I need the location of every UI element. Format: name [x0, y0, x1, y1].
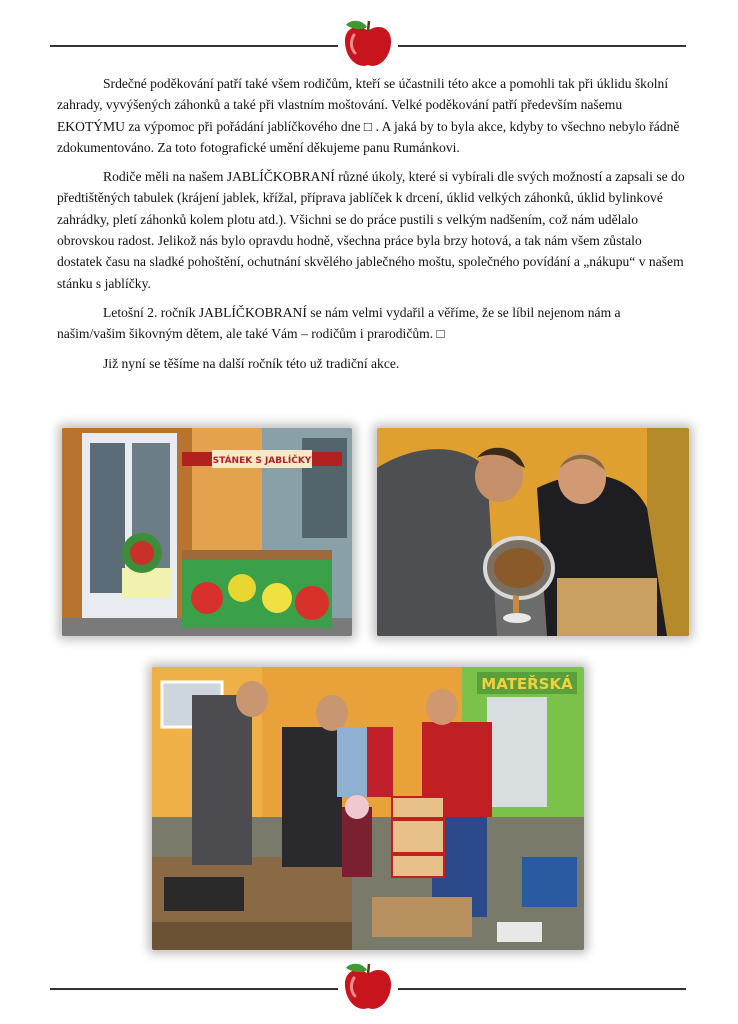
header-rule-left	[50, 45, 338, 47]
paragraph-thanks: Srdečné poděkování patří také všem rodičům, kteří se účastnili této akce a pomohli tak při úklidu školní zahrady, vyvýšených záhonků a také při vlastním moštování. Velké poděkování patří především našemu EKOTÝMU za výpomoc při pořádání jablíčkového dne □ . A jaká by to byla akce, kdyby to všechno nebylo řádně zdokumentováno. Za toto fotografické umění děkujeme panu Rumánkovi.	[57, 76, 680, 155]
header-rule-right	[398, 45, 686, 47]
apple-icon	[340, 17, 396, 71]
photo-apple-press	[152, 667, 584, 950]
footer-rule-left	[50, 988, 338, 990]
photo-pouring-juice	[377, 428, 689, 636]
photo-apple-stall	[62, 428, 352, 636]
article-text	[57, 73, 685, 382]
paragraph-success: Letošní 2. ročník JABLÍČKOBRANÍ se nám velmi vydařil a věříme, že se líbil nejenom nám a našim/vašim šikovným dětem, ale také Vám – rodičům i prarodičům. □	[57, 304, 621, 342]
paragraph-next-year: Již nyní se těšíme na další ročník této už tradiční akce.	[103, 355, 400, 371]
footer-rule-right	[398, 988, 686, 990]
apple-icon	[340, 960, 396, 1014]
kindergarten-sign: MATEŘSKÁ	[481, 675, 573, 693]
paragraph-tasks: Rodiče měli na našem JABLÍČKOBRANÍ různé úkoly, které si vybírali dle svých možností a zapsali se do předtištěných tabulek (krájení jablek, křížal, příprava jablíček k drcení, úklid velkých záhonků, úklid bylinkové zahrádky, pletí záhonků kolem plotu atd.). Všichni se do práce pustili s velkým nadšením, což nám udělalo obrovskou radost. Jelikož nás bylo opravdu hodně, všechna práce byla brzy hotová, a tak nám všem zůstalo dostatek času na sladké pohoštění, ochutnání skvělého jablečného moštu, společného povídání a „nákupu“ v našem stánku s jablíčky.	[57, 169, 685, 291]
stall-sign: STÁNEK S JABLÍČKY	[212, 456, 312, 466]
